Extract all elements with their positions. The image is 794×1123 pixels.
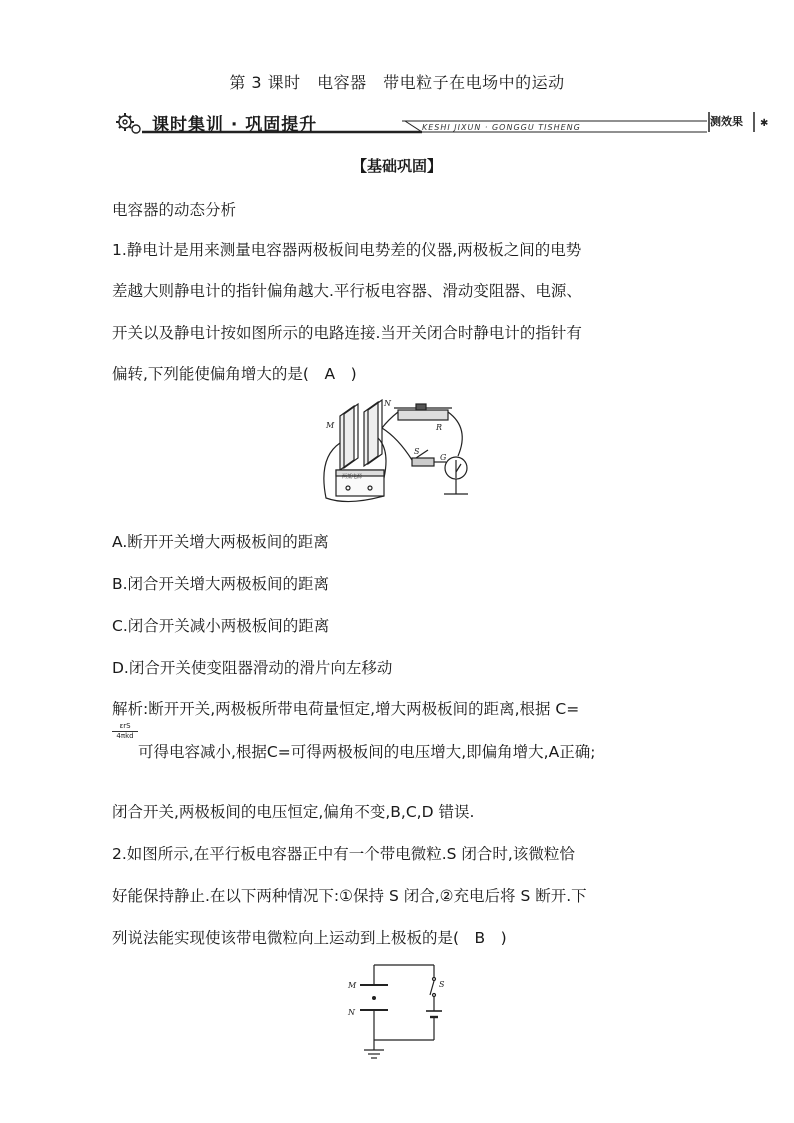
q1-option-a: A.断开开关增大两极板间的距离 xyxy=(112,533,329,551)
q2-line: 好能保持静止.在以下两种情况下:①保持 S 闭合,②充电后将 S 断开.下 xyxy=(112,887,587,905)
page-title: 第 3 课时 电容器 带电粒子在电场中的运动 xyxy=(229,73,565,92)
label-r: R xyxy=(436,423,443,432)
q1-analysis-line: 闭合开关,两极板间的电压恒定,偏角不变,B,C,D 错误. xyxy=(112,803,475,821)
banner-tag: 测效果 xyxy=(710,115,743,128)
section-banner xyxy=(112,108,772,138)
section-title: 【基础巩固】 xyxy=(351,157,442,175)
q1-option-b: B.闭合开关增大两极板间的距离 xyxy=(112,575,330,593)
q2-line: 列说法能实现使该带电微粒向上运动到上极板的是( B ) xyxy=(112,929,507,947)
label-n2: N xyxy=(348,1008,355,1017)
q2-line: 2.如图所示,在平行板电容器正中有一个带电微粒.S 闭合时,该微粒恰 xyxy=(112,845,575,863)
label-s2: S xyxy=(439,980,445,989)
fraction-denominator: 4πkd xyxy=(116,732,134,740)
banner-subtitle: KESHI JIXUN · GONGGU TISHENG xyxy=(422,123,581,132)
label-g: G xyxy=(440,453,447,462)
label-s: S xyxy=(414,447,420,456)
q1-circuit-figure xyxy=(318,398,478,508)
q1-line: 差越大则静电计的指针偏角越大.平行板电容器、滑动变阻器、电源、 xyxy=(112,282,582,300)
q1-line: 开关以及静电计按如图所示的电路连接.当开关闭合时静电计的指针有 xyxy=(112,324,582,342)
label-m: M xyxy=(326,421,335,430)
q1-option-d: D.闭合开关使变阻器滑动的滑片向左移动 xyxy=(112,659,393,677)
label-m2: M xyxy=(348,981,357,990)
q1-line: 偏转,下列能使偏角增大的是( A ) xyxy=(112,365,357,383)
topic-heading: 电容器的动态分析 xyxy=(112,201,237,219)
svg-text:✱: ✱ xyxy=(760,118,769,129)
q1-option-c: C.闭合开关减小两极板间的距离 xyxy=(112,617,330,635)
capacitance-fraction xyxy=(112,722,138,741)
label-n: N xyxy=(384,399,391,408)
q2-circuit-figure xyxy=(340,955,450,1085)
fraction-numerator: εrS xyxy=(112,722,138,732)
q1-analysis-line: 解析:断开开关,两极板所带电荷量恒定,增大两极板间的距离,根据 C= xyxy=(112,700,580,718)
label-power: 两抵电源 xyxy=(342,474,363,480)
banner-title: 课时集训 · 巩固提升 xyxy=(152,115,318,135)
q1-line: 1.静电计是用来测量电容器两极板间电势差的仪器,两极板之间的电势 xyxy=(112,241,582,259)
q1-analysis-line: 可得电容减小,根据C=可得两极板间的电压增大,即偏角增大,A正确; xyxy=(138,743,596,761)
